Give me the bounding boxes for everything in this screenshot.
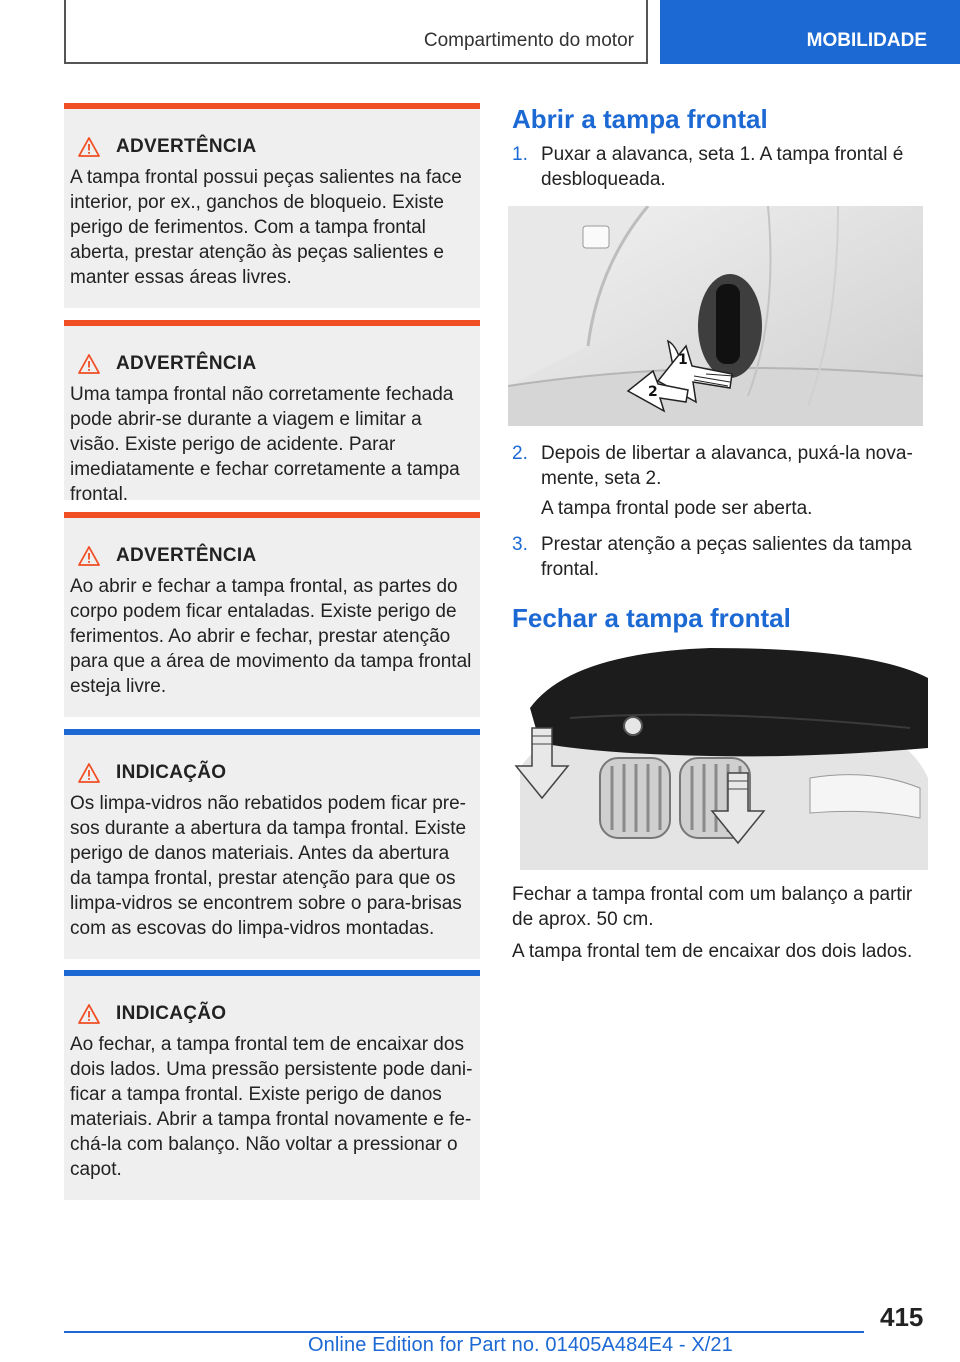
warning-text: Ao abrir e fechar a tampa frontal, as partes do corpo podem ficar entaladas. Existe perigo de ferimentos. Ao abrir e fechar, prestar atenção para que a área de movimento da tampa frontal esteja livre. — [70, 576, 472, 697]
warning-triangle-icon — [78, 546, 100, 566]
step-number: 1. — [512, 144, 528, 165]
note-text: Ao fechar, a tampa frontal tem de encaixar dos dois lados. Uma pressão persistente pode dani‐ficar a tampa frontal. Existe perigo de danos materiais. Abrir a tampa frontal novamente e fe‐chá-la com balanço. Não voltar a pressionar o capot. — [70, 1034, 473, 1180]
hood-illustration — [510, 648, 928, 870]
arrow-label-1: 1 — [678, 352, 688, 368]
step-number: 2. — [512, 443, 528, 464]
warning-box-3 — [64, 512, 480, 717]
hood-figure — [510, 648, 928, 870]
step-1 — [512, 142, 922, 192]
warning-title: ADVERTÊNCIA — [116, 136, 257, 157]
warning-box-1 — [64, 103, 480, 308]
footer-divider — [64, 1331, 864, 1333]
arrow-label-2: 2 — [648, 384, 658, 400]
close-paragraph-2: A tampa frontal tem de encaixar dos dois lados. — [512, 941, 913, 962]
section-label: MOBILIDADE — [806, 30, 927, 51]
section-heading-close: Fechar a tampa frontal — [512, 603, 791, 633]
warning-text: Uma tampa frontal não corretamente fechada pode abrir-se durante a viagem e limitar a visão. Existe perigo de acidente. Parar imediatamente e fechar corretamente a tampa frontal. — [70, 384, 460, 505]
edition-note: Online Edition for Part no. 01405A484E4 - X/21 — [308, 1334, 733, 1356]
warning-box-2 — [64, 320, 480, 505]
warning-triangle-icon — [78, 137, 100, 157]
close-paragraph-1: Fechar a tampa frontal com um balanço a partir de aprox. 50 cm. — [512, 884, 913, 930]
chapter-title: Compartimento do motor — [423, 30, 634, 51]
step-2 — [512, 441, 922, 491]
warning-text: A tampa frontal possui peças salientes na face interior, por ex., ganchos de bloqueio. Existe perigo de ferimentos. Com a tampa frontal aberta, prestar atenção às peças salientes e manter essas áreas livres. — [70, 167, 462, 288]
note-title: INDICAÇÃO — [116, 1003, 227, 1024]
step-text: Puxar a alavanca, seta 1. A tampa frontal é desbloqueada. — [541, 144, 904, 190]
step-text: Prestar atenção a peças salientes da tampa frontal. — [541, 534, 912, 580]
page-number: 415 — [880, 1302, 924, 1332]
lever-figure — [508, 206, 923, 426]
section-heading-open: Abrir a tampa frontal — [512, 104, 768, 134]
section-tab[interactable] — [660, 0, 960, 64]
note-text: Os limpa-vidros não rebatidos podem ficar pre‐sos durante a abertura da tampa frontal. Existe perigo de danos materiais. Antes da abertura da tampa frontal, prestar atenção para que os limpa-vidros se encontrem sobre o para-brisas com as escovas do limpa-vidros montadas. — [70, 793, 467, 939]
step-number: 3. — [512, 534, 528, 555]
step-3 — [512, 532, 922, 582]
warning-triangle-icon — [78, 763, 100, 783]
note-box-1 — [64, 729, 480, 959]
warning-triangle-icon — [78, 354, 100, 374]
note-box-2 — [64, 970, 480, 1200]
step-text: Depois de libertar a alavanca, puxá-la nova‐mente, seta 2. — [541, 443, 913, 489]
warning-title: ADVERTÊNCIA — [116, 545, 257, 566]
warning-title: ADVERTÊNCIA — [116, 353, 257, 374]
note-title: INDICAÇÃO — [116, 762, 227, 783]
lever-illustration — [508, 206, 923, 426]
header-title-tab — [64, 0, 648, 64]
warning-triangle-icon — [78, 1004, 100, 1024]
step-2-result: A tampa frontal pode ser aberta. — [541, 498, 813, 519]
